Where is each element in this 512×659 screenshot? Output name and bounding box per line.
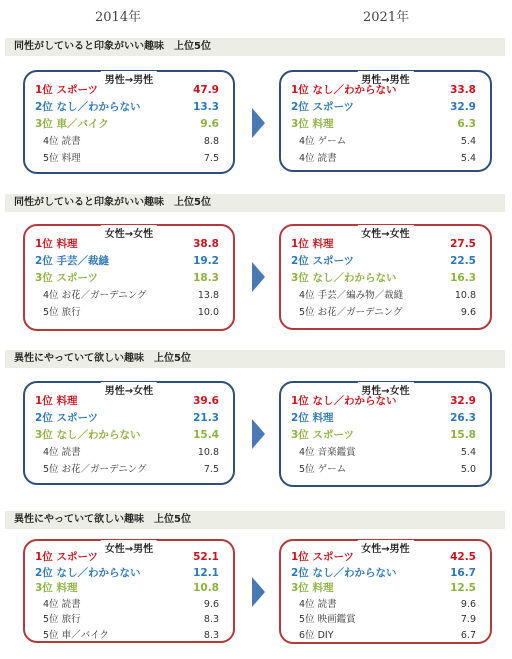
percentage-value: 15.8 — [450, 429, 476, 441]
rank-label: 1位 — [35, 84, 53, 96]
percentage-value: 32.9 — [450, 395, 476, 407]
percentage-value: 5.4 — [460, 136, 476, 147]
percentage-value: 7.5 — [203, 153, 219, 164]
ranking-row — [291, 82, 476, 99]
hobby-label: スポーツ — [56, 272, 99, 284]
rank-label: 3位 — [291, 118, 309, 130]
hobby-label: 映画鑑賞 — [317, 614, 356, 625]
section-title: 異性にやっていて欲しい趣味 上位5位 — [5, 350, 505, 368]
rank-label: 4位 — [43, 598, 59, 610]
rank-label: 1位 — [291, 395, 309, 407]
rank-label: 5位 — [299, 614, 315, 625]
hobby-label: 料理 — [312, 412, 334, 424]
percentage-value: 19.2 — [193, 255, 219, 267]
hobby-label: お花／ガーデニング — [61, 464, 147, 475]
hobby-label: スポーツ — [312, 551, 355, 563]
hobby-label: なし／わからない — [56, 429, 141, 441]
arrow-right-icon — [252, 262, 265, 292]
hobby-label: なし／わからない — [56, 566, 141, 579]
box-header: 女性→男性 — [357, 540, 413, 555]
ranking-row — [35, 596, 219, 613]
percentage-value: 10.8 — [454, 290, 476, 301]
percentage-value: 5.4 — [460, 153, 476, 164]
percentage-value: 38.8 — [193, 238, 219, 250]
ranking-row — [35, 565, 219, 582]
hobby-label: 読書 — [61, 447, 81, 458]
arrow-right-icon — [252, 577, 265, 607]
percentage-value: 10.8 — [193, 582, 219, 594]
rank-label: 4位 — [299, 598, 315, 610]
hobby-label: 車／バイク — [56, 118, 109, 130]
percentage-value: 16.7 — [450, 566, 476, 579]
ranking-row — [291, 116, 476, 133]
percentage-value: 9.6 — [203, 598, 219, 610]
rank-label: 1位 — [35, 395, 53, 407]
ranking-row — [291, 611, 476, 628]
ranking-row — [35, 444, 219, 461]
box-header: 男性→男性 — [357, 71, 413, 86]
percentage-value: 9.6 — [460, 307, 476, 318]
rank-label: 5位 — [299, 464, 315, 475]
percentage-value: 8.3 — [203, 629, 219, 641]
box-header: 女性→男性 — [101, 540, 157, 555]
percentage-value: 9.6 — [200, 118, 219, 130]
ranking-row — [291, 565, 476, 582]
ranking-row — [35, 116, 219, 133]
ranking-row — [35, 611, 219, 628]
percentage-value: 18.3 — [193, 272, 219, 284]
hobby-label: 読書 — [61, 136, 81, 147]
percentage-value: 7.5 — [203, 464, 219, 475]
rank-label: 3位 — [291, 582, 309, 594]
rank-label: 4位 — [43, 447, 59, 458]
hobby-label: DIY — [317, 629, 334, 641]
box-header: 男性→女性 — [357, 382, 413, 397]
ranking-row — [291, 253, 476, 270]
ranking-row — [291, 627, 476, 644]
rank-label: 1位 — [291, 238, 309, 250]
ranking-row — [291, 304, 476, 321]
percentage-value: 42.5 — [450, 551, 476, 563]
ranking-row — [35, 627, 219, 644]
ranking-box-left — [23, 224, 235, 331]
ranking-row — [291, 549, 476, 566]
rank-label: 2位 — [35, 412, 53, 424]
ranking-row — [291, 410, 476, 427]
rank-label: 2位 — [291, 255, 309, 267]
hobby-label: なし／わからない — [56, 101, 141, 113]
percentage-value: 5.0 — [460, 464, 476, 475]
hobby-label: 料理 — [56, 395, 78, 407]
hobby-label: 読書 — [61, 598, 81, 610]
percentage-value: 13.3 — [193, 101, 219, 113]
ranking-row — [35, 393, 219, 410]
percentage-value: 12.5 — [450, 582, 476, 594]
rank-label: 3位 — [291, 429, 309, 441]
ranking-row — [35, 287, 219, 304]
arrow-right-icon — [252, 419, 265, 449]
hobby-label: なし／わからない — [312, 272, 397, 284]
percentage-value: 16.3 — [450, 272, 476, 284]
ranking-row — [35, 461, 219, 478]
rank-label: 5位 — [43, 307, 59, 318]
hobby-label: なし／わからない — [312, 84, 397, 96]
ranking-row — [35, 150, 219, 167]
ranking-row — [35, 427, 219, 444]
percentage-value: 15.4 — [193, 429, 219, 441]
rank-label: 6位 — [299, 629, 315, 641]
hobby-label: ゲーム — [317, 136, 347, 147]
hobby-label: スポーツ — [312, 429, 355, 441]
percentage-value: 21.3 — [193, 412, 219, 424]
hobby-label: 料理 — [56, 238, 78, 250]
ranking-box-right — [279, 381, 492, 487]
ranking-box-left — [23, 70, 235, 174]
hobby-label: 料理 — [312, 238, 334, 250]
percentage-value: 8.8 — [203, 136, 219, 147]
rank-label: 1位 — [291, 551, 309, 563]
hobby-label: 旅行 — [61, 614, 81, 625]
rank-label: 2位 — [35, 101, 53, 113]
rank-label: 4位 — [299, 290, 315, 301]
hobby-label: お花／ガーデニング — [317, 307, 403, 318]
hobby-label: 料理 — [56, 582, 78, 594]
ranking-row — [35, 304, 219, 321]
hobby-label: なし／わからない — [312, 395, 397, 407]
hobby-label: スポーツ — [56, 551, 99, 563]
rank-label: 4位 — [299, 153, 315, 164]
percentage-value: 6.7 — [460, 629, 476, 641]
percentage-value: 10.0 — [197, 307, 219, 318]
percentage-value: 26.3 — [450, 412, 476, 424]
percentage-value: 32.9 — [450, 101, 476, 113]
rank-label: 3位 — [35, 429, 53, 441]
ranking-row — [291, 270, 476, 287]
box-header: 女性→女性 — [357, 225, 413, 240]
ranking-box-right — [279, 224, 492, 330]
rank-label: 3位 — [35, 272, 53, 284]
year-2021: 2021年 — [363, 10, 410, 25]
rank-label: 5位 — [43, 629, 59, 641]
box-header: 男性→男性 — [101, 71, 157, 86]
hobby-label: 料理 — [61, 153, 81, 164]
rank-label: 5位 — [43, 614, 59, 625]
hobby-label: 音楽鑑賞 — [317, 447, 356, 458]
section-title: 同性がしていると印象がいい趣味 上位5位 — [5, 38, 505, 56]
year-2014: 2014年 — [95, 10, 142, 25]
rank-label: 1位 — [35, 238, 53, 250]
ranking-row — [291, 461, 476, 478]
percentage-value: 33.8 — [450, 84, 476, 96]
ranking-row — [35, 580, 219, 597]
hobby-label: スポーツ — [312, 255, 355, 267]
hobby-label: なし／わからない — [312, 566, 397, 579]
rank-label: 5位 — [43, 464, 59, 475]
section-title: 同性がしていると印象がいい趣味 上位5位 — [5, 194, 505, 212]
ranking-row — [291, 236, 476, 253]
ranking-box-right — [279, 539, 492, 644]
ranking-row — [35, 82, 219, 99]
hobby-label: スポーツ — [56, 84, 99, 96]
hobby-label: 読書 — [317, 598, 337, 610]
ranking-row — [291, 393, 476, 410]
ranking-row — [291, 580, 476, 597]
hobby-label: 料理 — [312, 118, 334, 130]
percentage-value: 10.8 — [197, 447, 219, 458]
rank-label: 4位 — [43, 136, 59, 147]
rank-label: 1位 — [291, 84, 309, 96]
ranking-row — [291, 427, 476, 444]
percentage-value: 6.3 — [457, 118, 476, 130]
percentage-value: 12.1 — [193, 566, 219, 579]
rank-label: 4位 — [299, 136, 315, 147]
ranking-row — [291, 287, 476, 304]
hobby-label: 旅行 — [61, 307, 81, 318]
percentage-value: 13.8 — [197, 290, 219, 301]
rank-label: 3位 — [291, 272, 309, 284]
rank-label: 4位 — [43, 290, 59, 301]
box-header: 男性→女性 — [101, 382, 157, 397]
ranking-box-left — [23, 381, 235, 485]
ranking-row — [35, 270, 219, 287]
rank-label: 3位 — [35, 582, 53, 594]
ranking-box-left — [23, 539, 235, 643]
ranking-row — [291, 150, 476, 167]
hobby-label: 手芸／裁縫 — [56, 255, 109, 267]
rank-label: 3位 — [35, 118, 53, 130]
ranking-row — [35, 410, 219, 427]
ranking-row — [291, 596, 476, 613]
ranking-row — [35, 549, 219, 566]
ranking-row — [35, 99, 219, 116]
rank-label: 2位 — [35, 566, 53, 579]
hobby-label: 車／バイク — [61, 629, 109, 641]
section-title: 異性にやっていて欲しい趣味 上位5位 — [5, 511, 505, 529]
arrow-right-icon — [252, 108, 265, 138]
rank-label: 2位 — [35, 255, 53, 267]
percentage-value: 47.9 — [193, 84, 219, 96]
rank-label: 2位 — [291, 566, 309, 579]
ranking-row — [35, 133, 219, 150]
hobby-label: ゲーム — [317, 464, 347, 475]
ranking-row — [291, 444, 476, 461]
rank-label: 2位 — [291, 412, 309, 424]
ranking-box-right — [279, 70, 492, 172]
rank-label: 1位 — [35, 551, 53, 563]
ranking-row — [291, 99, 476, 116]
ranking-row — [291, 133, 476, 150]
hobby-label: 手芸／編み物／裁縫 — [317, 290, 404, 301]
rank-label: 2位 — [291, 101, 309, 113]
ranking-row — [35, 236, 219, 253]
percentage-value: 8.3 — [203, 614, 219, 625]
percentage-value: 7.9 — [460, 614, 476, 625]
rank-label: 4位 — [299, 447, 315, 458]
hobby-label: スポーツ — [56, 412, 99, 424]
percentage-value: 9.6 — [460, 598, 476, 610]
rank-label: 5位 — [43, 153, 59, 164]
hobby-label: 読書 — [317, 153, 337, 164]
percentage-value: 39.6 — [193, 395, 219, 407]
ranking-row — [35, 253, 219, 270]
hobby-label: 料理 — [312, 582, 334, 594]
percentage-value: 52.1 — [193, 551, 219, 563]
percentage-value: 5.4 — [460, 447, 476, 458]
hobby-label: お花／ガーデニング — [61, 290, 147, 301]
percentage-value: 27.5 — [450, 238, 476, 250]
hobby-label: スポーツ — [312, 101, 355, 113]
percentage-value: 22.5 — [450, 255, 476, 267]
box-header: 女性→女性 — [101, 225, 157, 240]
rank-label: 5位 — [299, 307, 315, 318]
